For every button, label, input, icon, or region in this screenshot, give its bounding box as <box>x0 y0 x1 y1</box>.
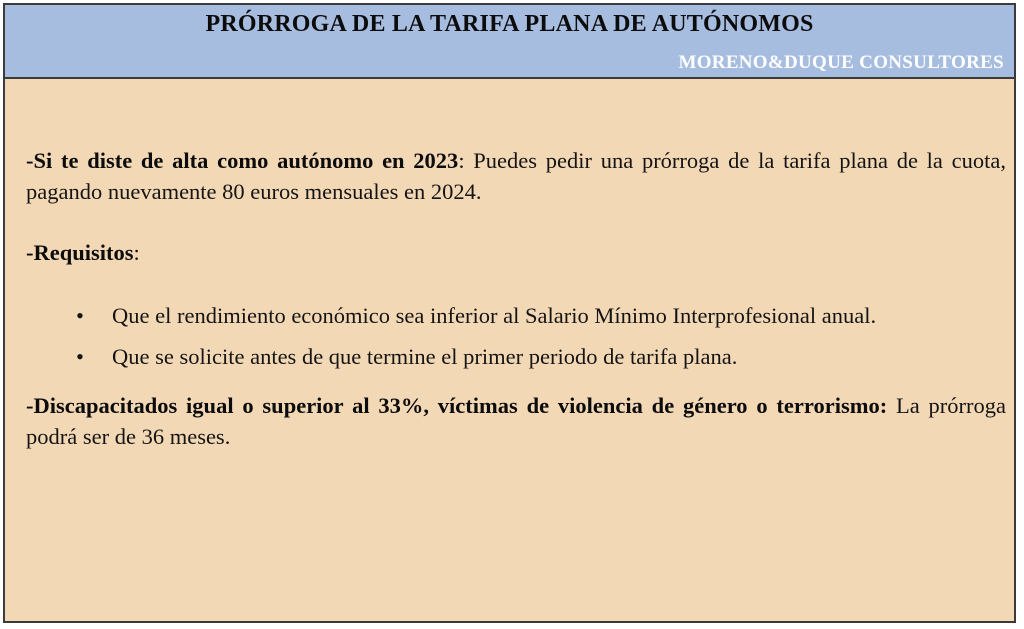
discapacitados-heading: -Discapacitados igual o superior al 33%, víctimas de violencia de género o terrorismo: <box>26 393 888 418</box>
discapacitados-paragraph <box>26 390 1006 452</box>
header-banner <box>5 5 1014 79</box>
bullet-icon: • <box>76 303 84 328</box>
bullet-icon: • <box>76 344 84 369</box>
list-item-text: Que se solicite antes de que termine el primer periodo de tarifa plana. <box>112 344 738 369</box>
requisitos-paragraph <box>26 237 1006 268</box>
alta-text: : Puedes pedir una prórroga de la tarifa plana de la cuota, pagando nuevamente 80 euros mensuales en 2024. <box>26 148 1006 204</box>
requisitos-heading: -Requisitos <box>26 240 134 265</box>
alta-heading: -Si te diste de alta como autónomo en 2023 <box>26 148 459 173</box>
body-content <box>26 145 1006 452</box>
alta-paragraph <box>26 145 1006 207</box>
page-title: PRÓRROGA DE LA TARIFA PLANA DE AUTÓNOMOS <box>205 11 814 37</box>
company-name: MORENO&DUQUE CONSULTORES <box>678 52 1004 73</box>
list-item-text: Que el rendimiento económico sea inferior al Salario Mínimo Interprofesional anual. <box>112 303 877 328</box>
discapacitados-text: La prórroga podrá ser de 36 meses. <box>26 393 1006 449</box>
list-item <box>26 300 1006 331</box>
requisitos-list <box>26 300 1006 372</box>
requisitos-colon: : <box>133 240 140 265</box>
list-item <box>26 341 1006 372</box>
